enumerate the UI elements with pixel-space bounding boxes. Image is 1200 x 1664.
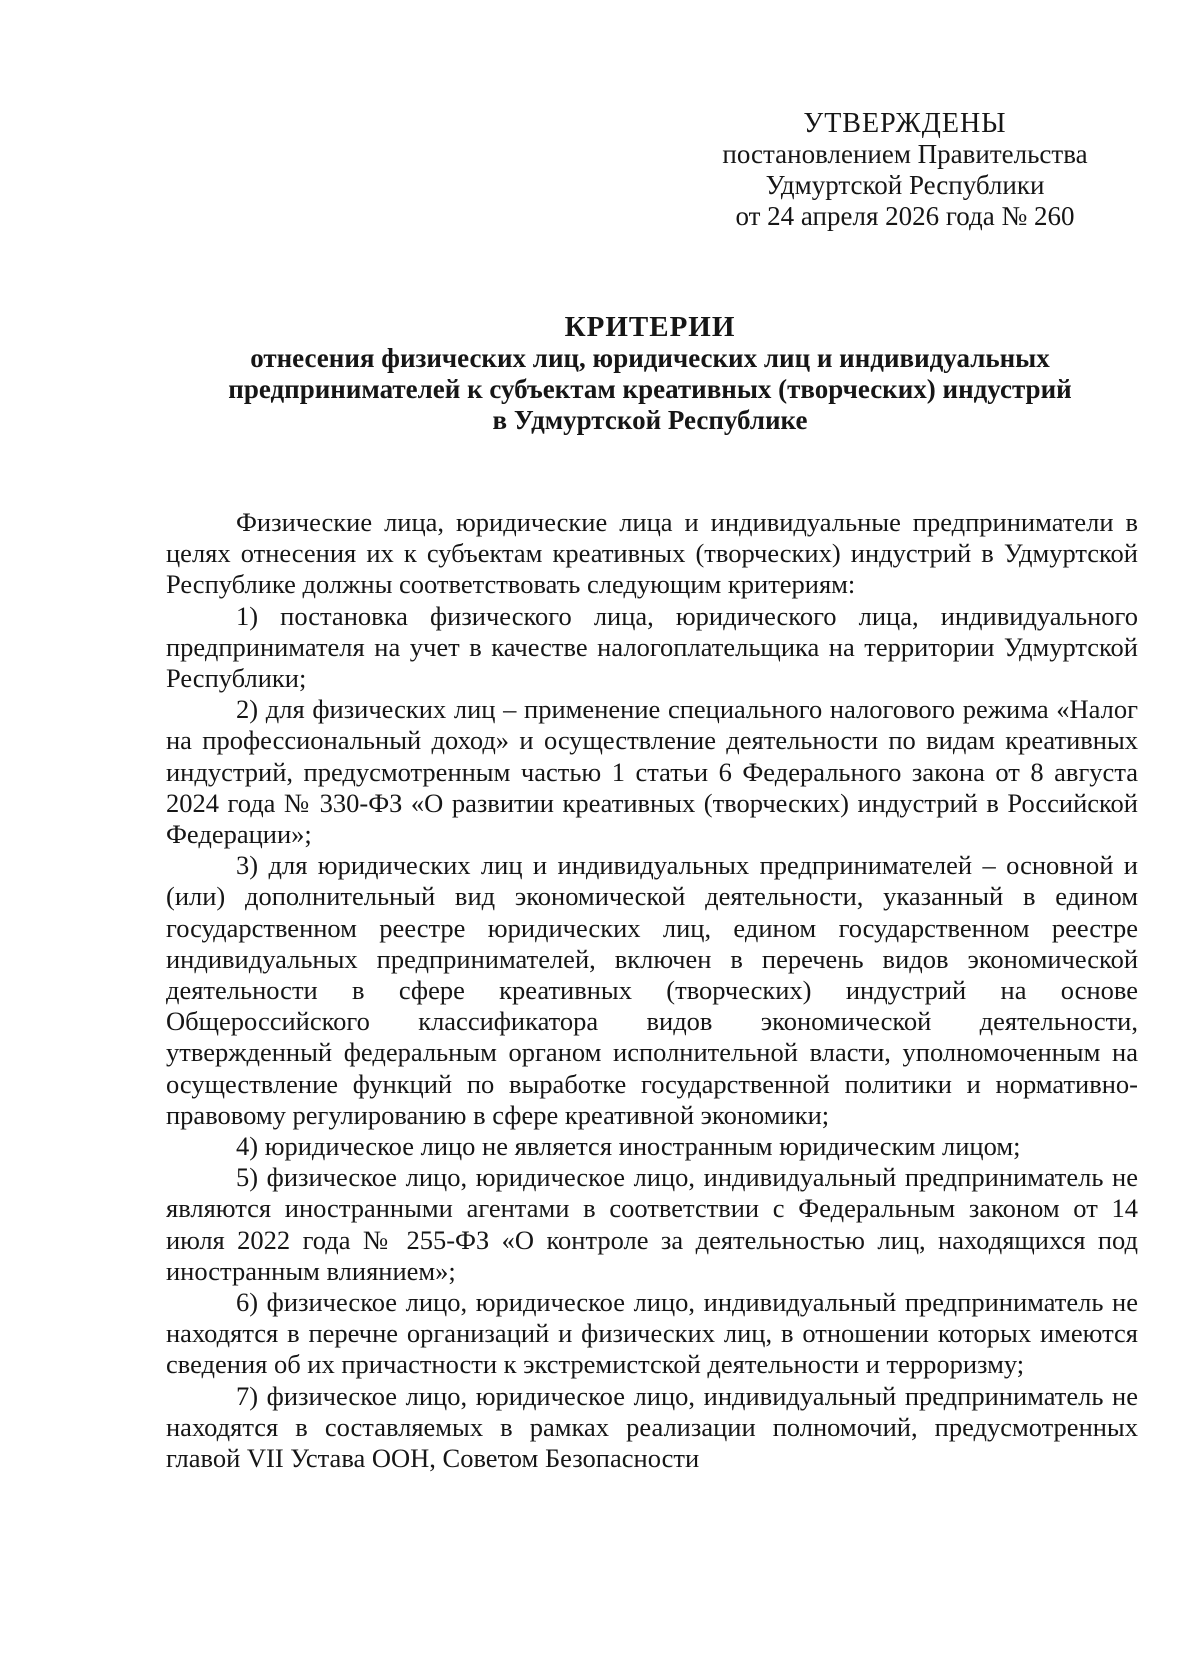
approval-line: Удмуртской Республики bbox=[765, 170, 1045, 200]
approval-line: постановлением Правительства bbox=[722, 139, 1088, 169]
criterion-item: 2) для физических лиц – применение специального налогового режима «Налог на профессиональный доход» и осуществление деятельности по видам креативных индустрий, предусмотренным частью 1 статьи 6 Федерального закона от 8 августа 2024 года № 330-ФЗ «О развитии креативных (творческих) индустрий в Российской Федерации»; bbox=[166, 694, 1138, 850]
document-subtitle-line: предпринимателей к субъектам креативных (творческих) индустрий bbox=[228, 374, 1072, 404]
intro-paragraph: Физические лица, юридические лица и индивидуальные предприниматели в целях отнесения их к субъектам креативных (творческих) индустрий в Удмуртской Республике должны соответствовать следующим критериям: bbox=[166, 507, 1138, 600]
document-heading bbox=[160, 312, 1140, 436]
criterion-item: 5) физическое лицо, юридическое лицо, индивидуальный предприниматель не являются иностранными агентами в соответствии с Федеральным законом от 14 июля 2022 года № 255-ФЗ «О контроле за деятельностью лиц, находящихся под иностранным влиянием»; bbox=[166, 1162, 1138, 1286]
criterion-item: 1) постановка физического лица, юридического лица, индивидуального предпринимателя на учет в качестве налогоплательщика на территории Удмуртской Республики; bbox=[166, 600, 1138, 694]
approval-title: УТВЕРЖДЕНЫ bbox=[803, 108, 1007, 139]
criterion-item: 7) физическое лицо, юридическое лицо, индивидуальный предприниматель не находятся в составляемых в рамках реализации полномочий, предусмотренных главой VII Устава ООН, Советом Безопасности bbox=[166, 1380, 1138, 1474]
document-title: КРИТЕРИИ bbox=[564, 311, 736, 343]
document-subtitle-line: в Удмуртской Республике bbox=[492, 405, 808, 435]
approval-block bbox=[690, 108, 1120, 232]
criterion-item: 6) физическое лицо, юридическое лицо, индивидуальный предприниматель не находятся в перечне организаций и физических лиц, в отношении которых имеются сведения об их причастности к экстремистской деятельности и терроризму; bbox=[166, 1287, 1138, 1380]
criterion-item: 4) юридическое лицо не является иностранным юридическим лицом; bbox=[236, 1131, 1021, 1162]
document-body bbox=[166, 507, 1138, 1474]
criterion-item: 3) для юридических лиц и индивидуальных предпринимателей – основной и (или) дополнительный вид экономической деятельности, указанный в едином государственном реестре юридических лиц, едином государственном реестре индивидуальных предпринимателей, включен в перечень видов экономической деятельности в сфере креативных (творческих) индустрий на основе Общероссийского классификатора видов экономической деятельности, утвержденный федеральным органом исполнительной власти, уполномоченным на осуществление функций по выработке государственной политики и нормативно-правовому регулированию в сфере креативной экономики; bbox=[166, 850, 1138, 1130]
approval-date-number: от 24 апреля 2026 года № 260 bbox=[735, 201, 1075, 231]
document-subtitle-line: отнесения физических лиц, юридических лиц и индивидуальных bbox=[250, 343, 1050, 373]
